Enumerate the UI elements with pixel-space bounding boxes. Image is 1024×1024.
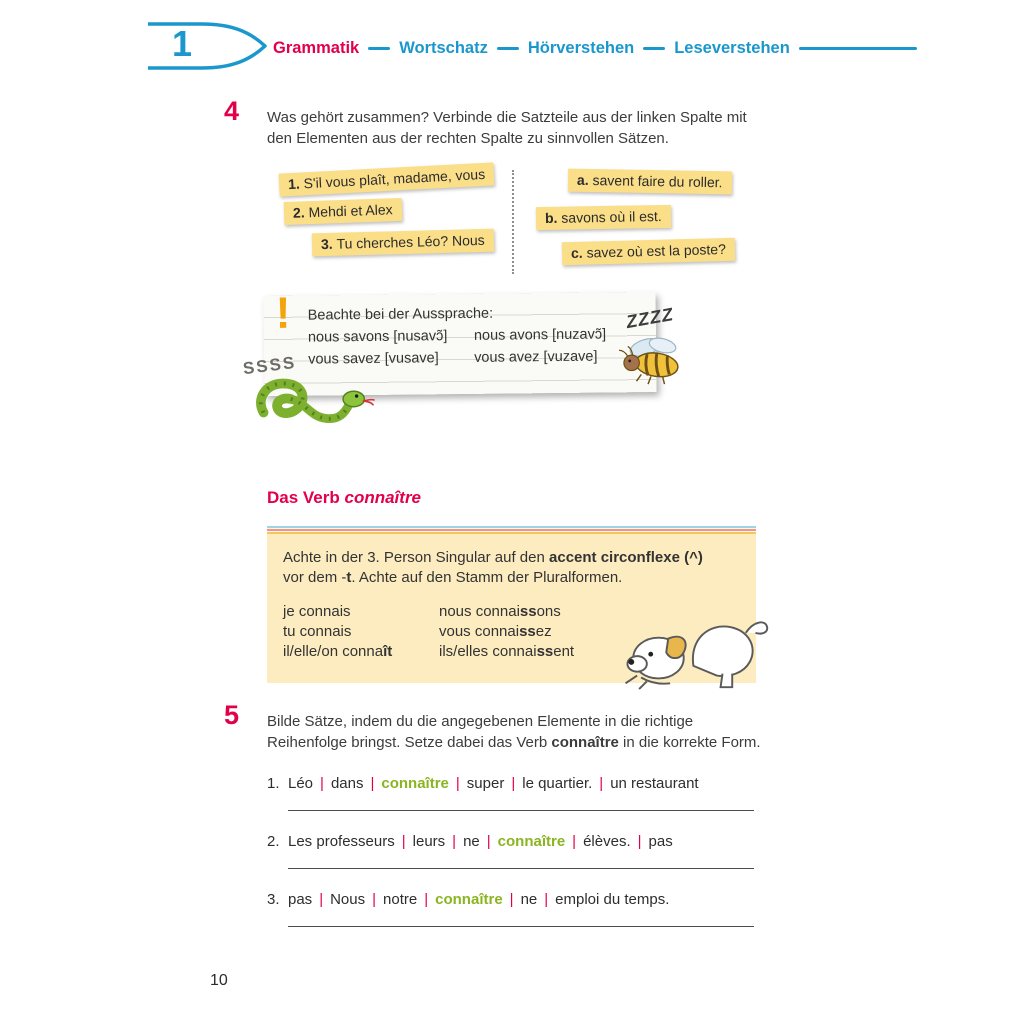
word-separator: | — [637, 833, 642, 850]
matching-divider-line — [512, 170, 514, 274]
answer-line[interactable] — [288, 810, 754, 811]
word-tile[interactable]: le quartier. — [522, 775, 593, 792]
verb-word[interactable]: connaître — [435, 891, 503, 908]
exercise-4-number: 4 — [224, 96, 240, 126]
sentence-item — [267, 773, 756, 811]
word-tiles — [288, 891, 669, 908]
exercise5-items — [267, 773, 756, 947]
word-separator: | — [372, 891, 377, 908]
match-left-column — [267, 165, 507, 254]
match-item-text: Mehdi et Alex — [308, 201, 393, 221]
conjugation-cell: je connais — [283, 603, 351, 620]
exclamation-icon: ! — [275, 288, 291, 338]
word-separator: | — [511, 775, 516, 792]
word-separator: | — [452, 833, 457, 850]
snake-illustration — [250, 362, 376, 440]
word-separator: | — [599, 775, 604, 792]
exercise-5-number: 5 — [224, 700, 240, 730]
item-number: 1. — [267, 775, 280, 792]
header-tabs — [273, 36, 917, 60]
dog-illustration — [608, 596, 773, 698]
pronunciation-cell: nous avons [nuzavɔ̃] — [473, 326, 607, 344]
match-item-b[interactable] — [536, 205, 671, 230]
word-tile[interactable]: pas — [648, 833, 673, 850]
match-item-text: Tu cherches Léo? Nous — [336, 231, 485, 252]
word-tile[interactable]: Les professeurs — [288, 833, 395, 850]
word-tile[interactable]: super — [466, 775, 505, 792]
match-item-number: b. — [544, 209, 562, 227]
word-separator: | — [486, 833, 491, 850]
word-tile[interactable]: dans — [330, 775, 364, 792]
word-separator: | — [572, 833, 577, 850]
pronunciation-cell: vous savez [vusave] — [308, 350, 439, 368]
answer-line[interactable] — [288, 926, 754, 927]
match-item-number: 2. — [292, 204, 309, 221]
word-separator: | — [544, 891, 549, 908]
item-number: 3. — [267, 891, 280, 908]
tab-hrverstehen[interactable]: Hörverstehen — [527, 38, 635, 57]
verb-word[interactable]: connaître — [497, 833, 566, 850]
verb-section-heading: Das Verb connaître — [267, 488, 422, 507]
match-right-column — [530, 168, 767, 263]
match-item-number: c. — [570, 244, 587, 262]
exercise-4-instructions: Was gehört zusammen? Verbinde die Satzteile aus der linken Spalte mit den Elementen aus der rechten Spalte zu sinnvollen Sätzen. — [267, 109, 747, 147]
word-tiles — [288, 833, 673, 850]
verb-word[interactable]: connaître — [381, 775, 449, 792]
chapter-number: 1 — [172, 23, 193, 64]
match-item-text: savons où il est. — [561, 207, 662, 226]
word-separator: | — [424, 891, 429, 908]
word-tile[interactable]: Nous — [330, 891, 366, 908]
word-tiles — [288, 775, 699, 792]
snake-sound-text: SSSS — [241, 352, 298, 379]
tab-connector-line — [497, 47, 519, 50]
sleep-sound-text: ZZZZ — [624, 303, 676, 333]
conjugation-cell: tu connais — [283, 623, 352, 640]
word-separator: | — [370, 775, 375, 792]
match-item-3[interactable] — [312, 229, 494, 257]
item-number: 2. — [267, 833, 280, 850]
conjugation-cell: ils/elles connaissent — [439, 643, 575, 660]
conjugation-cell: vous connaissez — [439, 623, 552, 640]
word-tile[interactable]: notre — [383, 891, 418, 908]
word-tile[interactable]: emploi du temps. — [555, 891, 670, 908]
answer-line[interactable] — [288, 868, 754, 869]
match-item-number: 3. — [320, 235, 337, 253]
chapter-bracket-icon — [148, 20, 268, 77]
match-item-c[interactable] — [562, 238, 735, 266]
word-tile[interactable]: Léo — [288, 775, 314, 792]
tab-connector-line — [799, 47, 917, 50]
sentence-item — [267, 831, 756, 869]
pronunciation-cell: vous avez [vuzave] — [474, 348, 598, 366]
tab-connector-line — [643, 47, 665, 50]
tab-wortschatz[interactable]: Wortschatz — [399, 38, 488, 57]
tab-connector-line — [368, 47, 390, 50]
word-tile[interactable]: élèves. — [583, 833, 631, 850]
pronunciation-note-title: Beachte bei der Aussprache: — [307, 305, 494, 324]
conjugation-cell: nous connaissons — [439, 603, 561, 620]
word-tile[interactable]: pas — [288, 891, 313, 908]
word-separator: | — [509, 891, 514, 908]
tab-grammatik[interactable]: Grammatik — [273, 38, 360, 57]
match-item-1[interactable] — [279, 162, 495, 196]
word-tile[interactable]: un restaurant — [610, 775, 699, 792]
word-tile[interactable]: ne — [463, 833, 480, 850]
bee-illustration — [606, 330, 694, 393]
match-item-a[interactable] — [568, 169, 732, 195]
word-separator: | — [401, 833, 406, 850]
conjugation-cell: il/elle/on connaît — [283, 643, 393, 660]
sentence-item — [267, 889, 756, 927]
match-item-2[interactable] — [284, 198, 402, 225]
match-item-text: savent faire du roller. — [592, 172, 723, 191]
word-tile[interactable]: leurs — [412, 833, 446, 850]
match-item-number: a. — [576, 171, 593, 189]
match-item-number: 1. — [287, 175, 305, 193]
page-number: 10 — [210, 972, 228, 989]
tab-leseverstehen[interactable]: Leseverstehen — [674, 38, 790, 57]
matching-exercise — [267, 165, 767, 280]
word-separator: | — [320, 775, 324, 792]
match-item-text: savez où est la poste? — [586, 240, 727, 261]
verb-note-text: Achte in der 3. Person Singular auf den accent circonflexe (^) vor dem -t. Achte auf den Stamm der Pluralformen. — [283, 549, 703, 586]
pronunciation-cell: nous savons [nusavɔ̃] — [307, 328, 448, 346]
word-separator: | — [455, 775, 460, 792]
word-tile[interactable]: ne — [520, 891, 538, 908]
match-item-text: S'il vous plaît, madame, vous — [303, 165, 486, 192]
word-separator: | — [319, 891, 324, 908]
exercise-5-instructions: Bilde Sätze, indem du die angegebenen Elemente in die richtige Reihenfolge bringst. Setze dabei das Verb connaître in die korrekte Form. — [267, 713, 761, 751]
